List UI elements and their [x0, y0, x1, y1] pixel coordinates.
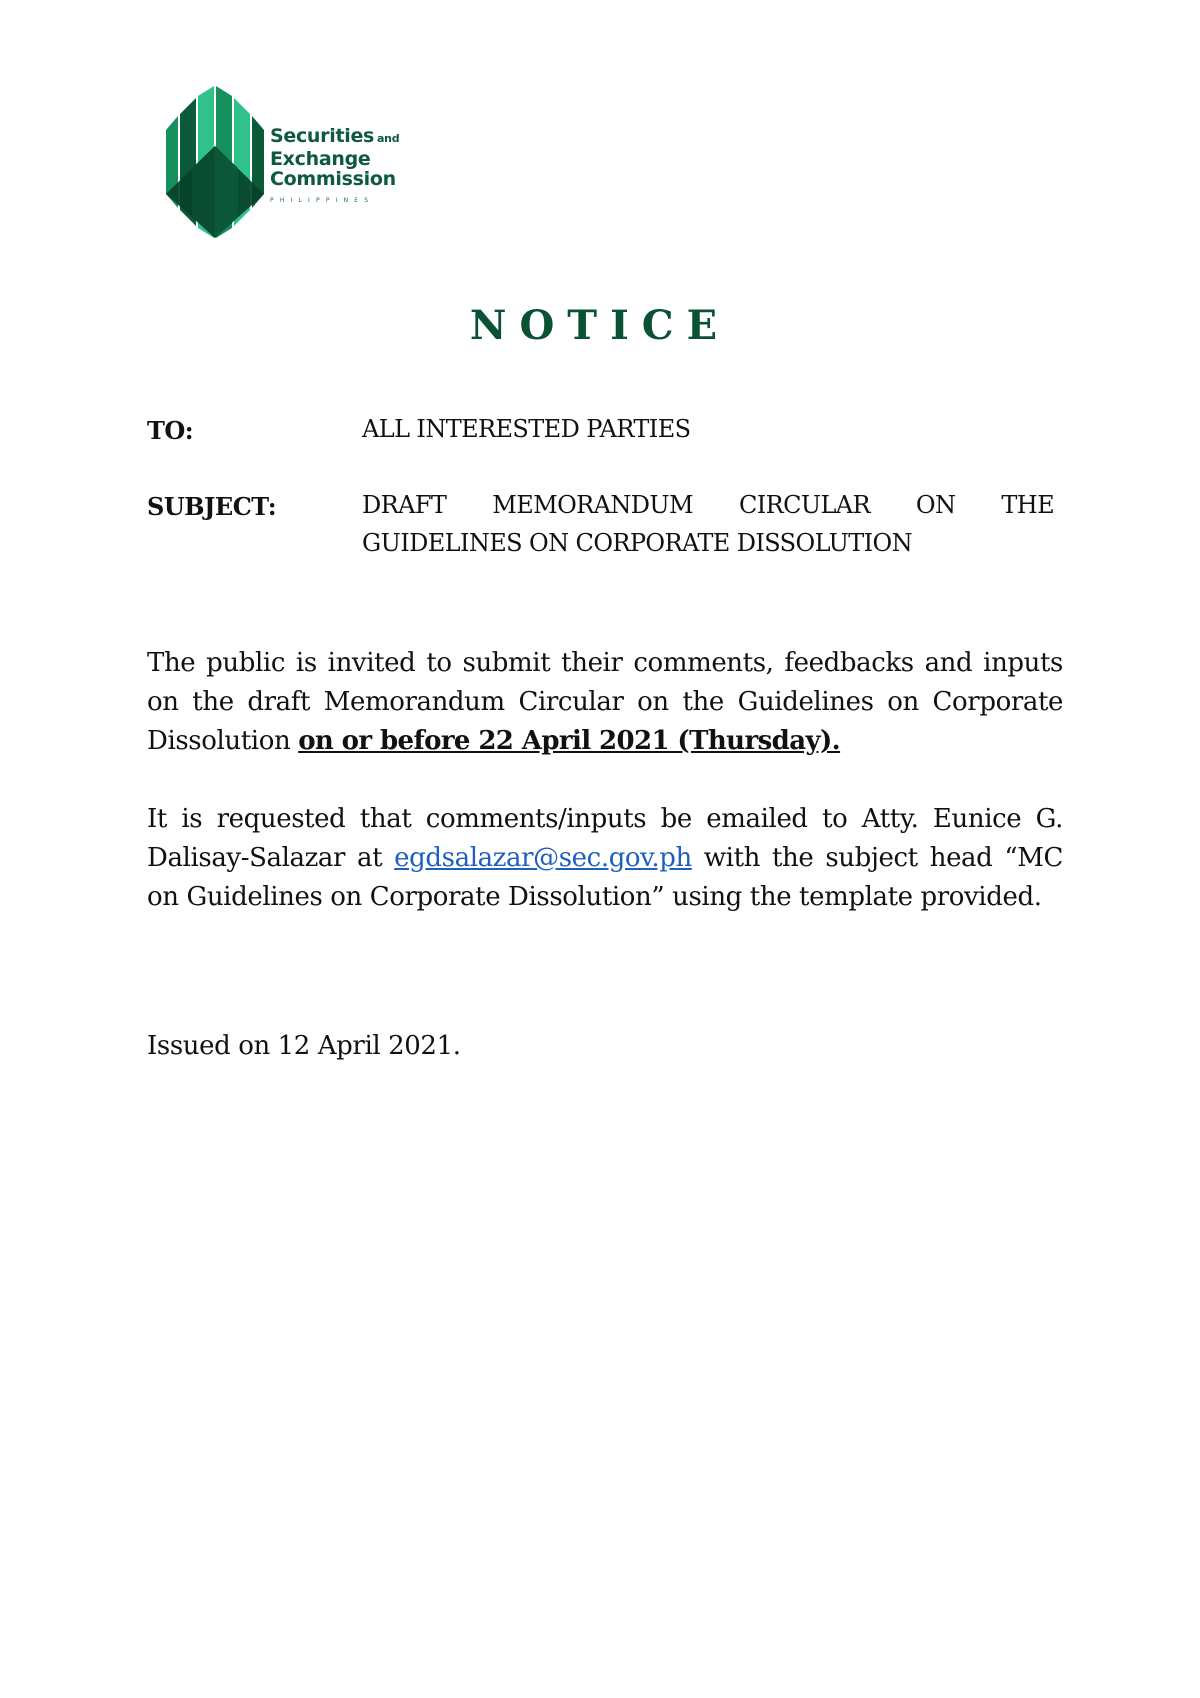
- to-label: TO:: [147, 416, 194, 445]
- subject-line-1: DRAFT MEMORANDUM CIRCULAR ON THE: [362, 491, 1054, 519]
- issued-date: Issued on 12 April 2021.: [147, 1031, 461, 1061]
- logo-line-commission: Commission: [270, 168, 396, 190]
- subject-label: SUBJECT:: [147, 492, 277, 521]
- to-value: ALL INTERESTED PARTIES: [362, 415, 691, 443]
- invitation-paragraph: [147, 644, 1063, 761]
- logo-country: PHILIPPINES: [270, 197, 375, 204]
- notice-title: NOTICE: [469, 302, 731, 349]
- submission-text-before: It is requested that comments/inputs be emailed to Atty. Eunice G. Dalisay-Salazar at: [147, 804, 1063, 873]
- subject-line-2: GUIDELINES ON CORPORATE DISSOLUTION: [362, 529, 913, 557]
- email-link[interactable]: egdsalazar@sec.gov.ph: [394, 843, 692, 873]
- logo-line-securities: Securities and: [270, 125, 400, 147]
- sec-logo: [166, 86, 426, 242]
- sec-logo-mark-icon: [166, 86, 268, 238]
- logo-line-exchange: Exchange: [270, 148, 371, 170]
- invitation-text: The public is invited to submit their comments, feedbacks and inputs on the draft Memorandum Circular on the Guidelines on Corporate Dissolution: [147, 648, 1063, 756]
- subject-value: [362, 486, 1054, 562]
- submission-text-after: with the subject head “MC on Guidelines on Corporate Dissolution” using the template provided.: [147, 843, 1063, 912]
- deadline-text: on or before 22 April 2021 (Thursday).: [298, 726, 841, 756]
- sec-logo-wordmark: [270, 126, 399, 211]
- submission-paragraph: [147, 800, 1063, 917]
